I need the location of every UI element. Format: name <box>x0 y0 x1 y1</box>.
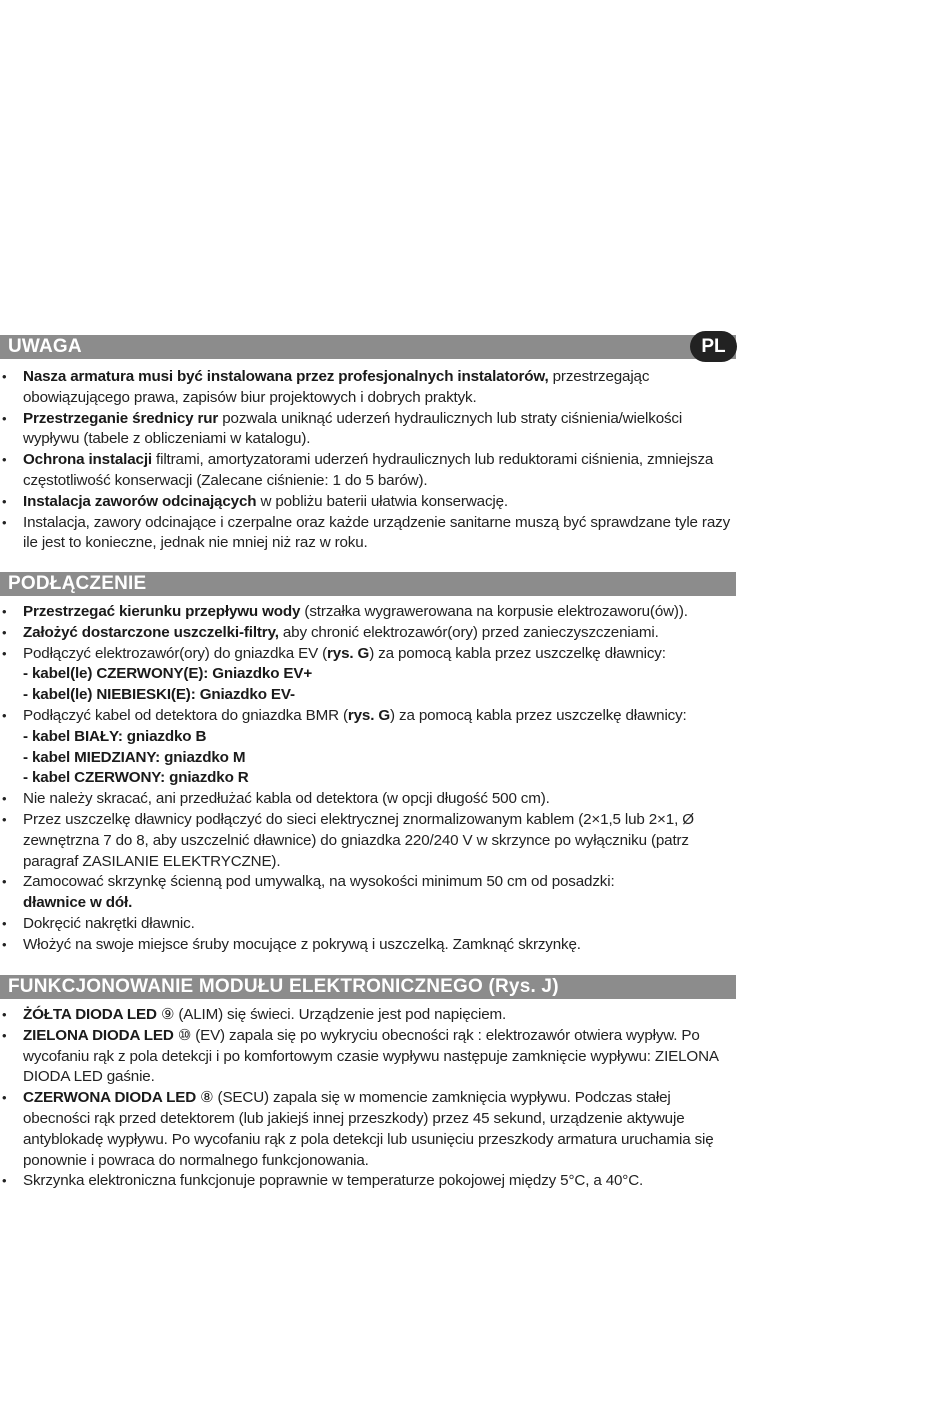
list-item: • Dokręcić nakrętki dławnic. <box>0 914 736 935</box>
list-item: • Ochrona instalacji filtrami, amortyzatorami uderzeń hydraulicznych lub reduktorami ciśnienia, zmniejsza częstotliwość konserwacji (Zalecane ciśnienie: 1 do 5 barów). <box>0 450 736 492</box>
section-podlaczenie <box>0 572 736 956</box>
section-title: UWAGA <box>8 336 82 357</box>
list-item: • Zamocować skrzynkę ścienną pod umywalką, na wysokości minimum 50 cm od posadzki: dławnice w dół. <box>0 872 736 914</box>
language-badge: PL <box>690 331 737 362</box>
section-header-funkcjonowanie <box>0 975 736 999</box>
list-item: • Przestrzeganie średnicy rur pozwala uniknąć uderzeń hydraulicznych lub straty ciśnienia/wielkości wypływu (tabele z obliczeniami w katalogu). <box>0 409 736 451</box>
list-item: • CZERWONA DIODA LED ⑧ (SECU) zapala się w momencie zamknięcia wypływu. Podczas stałej obecności rąk przed detektorem (lub jakiejś innej przeszkody) przez 45 sekund, urządzenie aktywuje antyblokadę wypływu. Po wycofaniu rąk z pola detekcji lub usunięciu przeszkody armatura uruchamia się ponownie i powraca do normalnego funkcjonowania. <box>0 1088 736 1171</box>
section-funkcjonowanie <box>0 975 736 1192</box>
list-item: • Nie należy skracać, ani przedłużać kabla od detektora (w opcji długość 500 cm). <box>0 789 736 810</box>
list-item: • Przestrzegać kierunku przepływu wody (strzałka wygrawerowana na korpusie elektrozaworu(ów)). <box>0 602 736 623</box>
section-title: FUNKCJONOWANIE MODUŁU ELEKTRONICZNEGO (Rys. J) <box>8 976 559 997</box>
list-item: • Skrzynka elektroniczna funkcjonuje poprawnie w temperaturze pokojowej między 5°C, a 40°C. <box>0 1171 736 1192</box>
led-number: ⑩ <box>177 1026 192 1044</box>
section-header-podlaczenie <box>0 572 736 596</box>
list-item: • Instalacja, zawory odcinające i czerpalne oraz każde urządzenie sanitarne muszą być sprawdzane tyle razy ile jest to konieczne, jednak nie mniej niż raz w roku. <box>0 513 736 555</box>
uwaga-list <box>0 367 736 554</box>
sub-item: - kabel(le) CZERWONY(E): Gniazdko EV+ <box>23 665 313 683</box>
sub-item: - kabel(le) NIEBIESKI(E): Gniazdko EV- <box>23 686 295 704</box>
list-item: • Instalacja zaworów odcinających w pobliżu baterii ułatwia konserwację. <box>0 492 736 513</box>
list-item: • Włożyć na swoje miejsce śruby mocujące z pokrywą i uszczelką. Zamknąć skrzynkę. <box>0 935 736 956</box>
list-item: • Nasza armatura musi być instalowana przez profesjonalnych instalatorów, przestrzegając obowiązującego prawa, zapisów biur projektowych i dobrych praktyk. <box>0 367 736 409</box>
sub-item: - kabel CZERWONY: gniazdko R <box>23 769 249 787</box>
list-item: • Podłączyć kabel od detektora do gniazdka BMR (rys. G) za pomocą kabla przez uszczelkę dławnicy: - kabel BIAŁY: gniazdko B - kabel MIEDZIANY: gniazdko M - kabel CZERWONY: gniazdko R <box>0 706 736 789</box>
led-number: ⑨ <box>160 1006 175 1023</box>
section-header-uwaga <box>0 335 736 359</box>
section-uwaga <box>0 335 736 554</box>
list-item: • Podłączyć elektrozawór(ory) do gniazdka EV (rys. G) za pomocą kabla przez uszczelkę dławnicy: - kabel(le) CZERWONY(E): Gniazdko EV+ - kabel(le) NIEBIESKI(E): Gniazdko EV- <box>0 644 736 706</box>
list-item: • ZIELONA DIODA LED ⑩ (EV) zapala się po wykryciu obecności rąk : elektrozawór otwiera wypływ. Po wycofaniu rąk z pola detekcji i po komfortowym czasie wypływu następuje zamknięcie wypływu: ZIELONA DIODA LED gaśnie. <box>0 1026 736 1088</box>
list-item: • Przez uszczelkę dławnicy podłączyć do sieci elektrycznej znormalizowanym kablem (2×1,5 lub 2×1, Ø zewnętrzna 7 do 8, aby uszczelnić dławnice) do gniazdka 220/240 V w skrzynce po wyłączniku (patrz paragraf ZASILANIE ELEKTRYCZNE). <box>0 810 736 872</box>
podlaczenie-list <box>0 602 736 956</box>
sub-item: dławnice w dół. <box>23 894 133 912</box>
funkcjonowanie-list <box>0 1005 736 1192</box>
list-item: • Założyć dostarczone uszczelki-filtry, aby chronić elektrozawór(ory) przed zanieczyszczeniami. <box>0 623 736 644</box>
section-title: PODŁĄCZENIE <box>8 573 147 594</box>
sub-item: - kabel BIAŁY: gniazdko B <box>23 727 207 745</box>
list-item: • ŻÓŁTA DIODA LED ⑨ (ALIM) się świeci. Urządzenie jest pod napięciem. <box>0 1005 736 1026</box>
led-number: ⑧ <box>200 1089 214 1107</box>
sub-item: - kabel MIEDZIANY: gniazdko M <box>23 748 246 766</box>
